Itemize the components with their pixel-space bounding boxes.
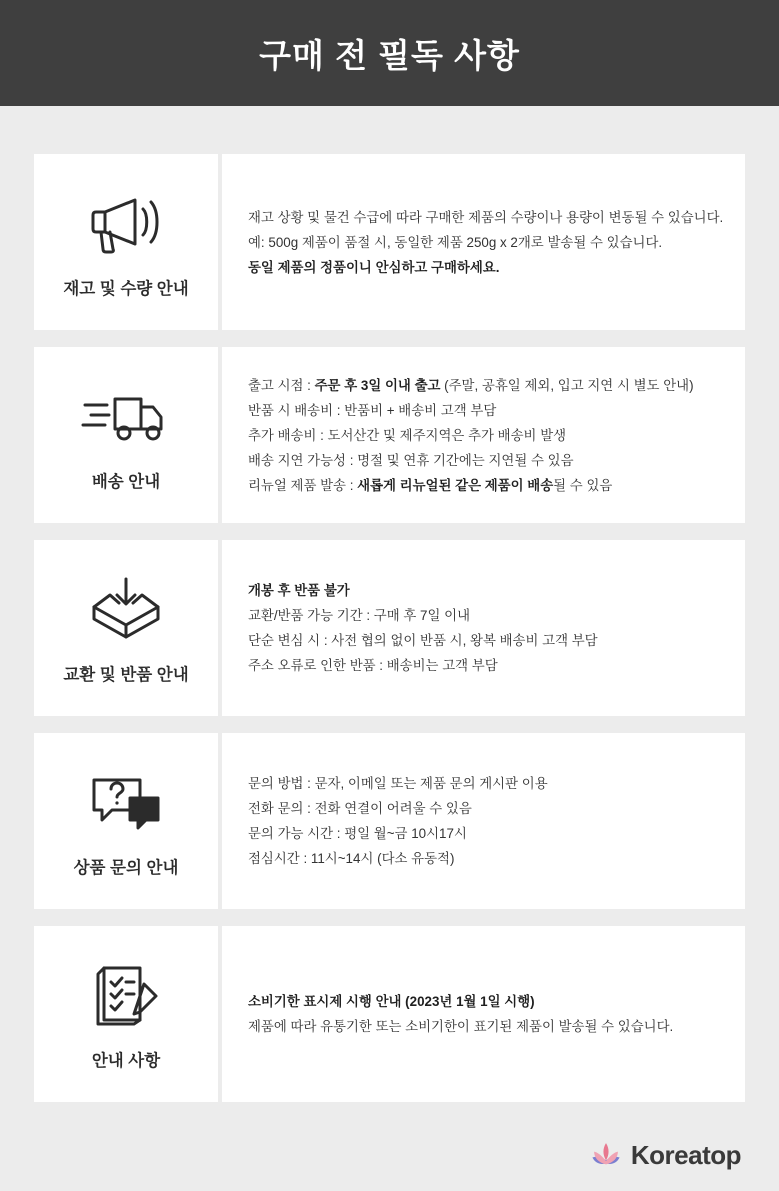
section-line: 단순 변심 시 : 사전 협의 없이 반품 시, 왕복 배송비 고객 부담 [248, 633, 598, 648]
brand-logo [589, 1138, 741, 1172]
section-label: 상품 문의 안내 [73, 859, 179, 877]
open-box-icon [78, 569, 174, 647]
section-line: 리뉴얼 제품 발송 : 새롭게 리뉴얼된 같은 제품이 배송될 수 있음 [248, 477, 613, 493]
section-body [222, 540, 745, 716]
section-icon-column [34, 540, 222, 716]
section-icon-column [34, 733, 222, 909]
section-icon-column [34, 926, 222, 1102]
section-line: 배송 지연 가능성 : 명절 및 연휴 기간에는 지연될 수 있음 [248, 452, 574, 468]
section-line-emphasis: 주문 후 3일 이내 출고 [314, 377, 441, 393]
section-inquiry [34, 733, 745, 909]
section-line: 교환/반품 가능 기간 : 구매 후 7일 이내 [248, 608, 471, 623]
section-icon-column [34, 154, 222, 330]
page-footer [0, 1119, 779, 1191]
section-line: 개봉 후 반품 불가 [248, 583, 350, 598]
section-line: 재고 상황 및 물건 수급에 따라 구매한 제품의 수량이나 용량이 변동될 수 있습니다. [248, 209, 724, 225]
section-line: 출고 시점 : 주문 후 3일 이내 출고 (주말, 공휴일 제외, 입고 지연 시 별도 안내) [248, 377, 694, 393]
section-stock [34, 154, 745, 330]
section-line: 제품에 따라 유통기한 또는 소비기한이 표기된 제품이 발송될 수 있습니다. [248, 1019, 674, 1034]
section-line: 예: 500g 제품이 품절 시, 동일한 제품 250g x 2개로 발송될 수 있습니다. [248, 234, 663, 250]
section-label: 배송 안내 [91, 473, 161, 491]
section-notice [34, 926, 745, 1102]
section-line: 동일 제품의 정품이니 안심하고 구매하세요. [248, 259, 500, 275]
section-line: 주소 오류로 인한 반품 : 배송비는 고객 부담 [248, 658, 498, 673]
section-shipping [34, 347, 745, 523]
brand-name: Koreatop [630, 1139, 741, 1170]
section-line: 전화 문의 : 전화 연결이 어려울 수 있음 [248, 801, 472, 816]
question-chat-icon [78, 762, 174, 840]
page-header [0, 0, 779, 106]
section-line: 점심시간 : 11시~14시 (다소 유동적) [248, 851, 455, 866]
section-label: 교환 및 반품 안내 [63, 666, 189, 684]
section-line: 문의 가능 시간 : 평일 월~금 10시17시 [248, 826, 467, 841]
section-body [222, 154, 749, 330]
section-line: 반품 시 배송비 : 반품비 + 배송비 고객 부담 [248, 402, 497, 418]
megaphone-icon [78, 183, 174, 261]
section-body [222, 347, 745, 523]
section-label: 안내 사항 [91, 1052, 161, 1070]
section-list [0, 106, 779, 1102]
section-exchange-return [34, 540, 745, 716]
section-body [222, 733, 745, 909]
section-line: 문의 방법 : 문자, 이메일 또는 제품 문의 게시판 이용 [248, 776, 548, 791]
lotus-flower-icon [589, 1138, 623, 1172]
section-body [222, 926, 745, 1102]
page-title: 구매 전 필독 사항 [259, 36, 520, 74]
section-label: 재고 및 수량 안내 [63, 280, 189, 298]
checklist-pen-icon [78, 955, 174, 1033]
section-icon-column [34, 347, 222, 523]
section-line: 소비기한 표시제 시행 안내 (2023년 1월 1일 시행) [248, 994, 535, 1009]
delivery-truck-icon [78, 376, 174, 454]
section-line: 추가 배송비 : 도서산간 및 제주지역은 추가 배송비 발생 [248, 427, 567, 443]
section-line-emphasis: 새롭게 리뉴얼된 같은 제품이 배송 [357, 477, 554, 493]
